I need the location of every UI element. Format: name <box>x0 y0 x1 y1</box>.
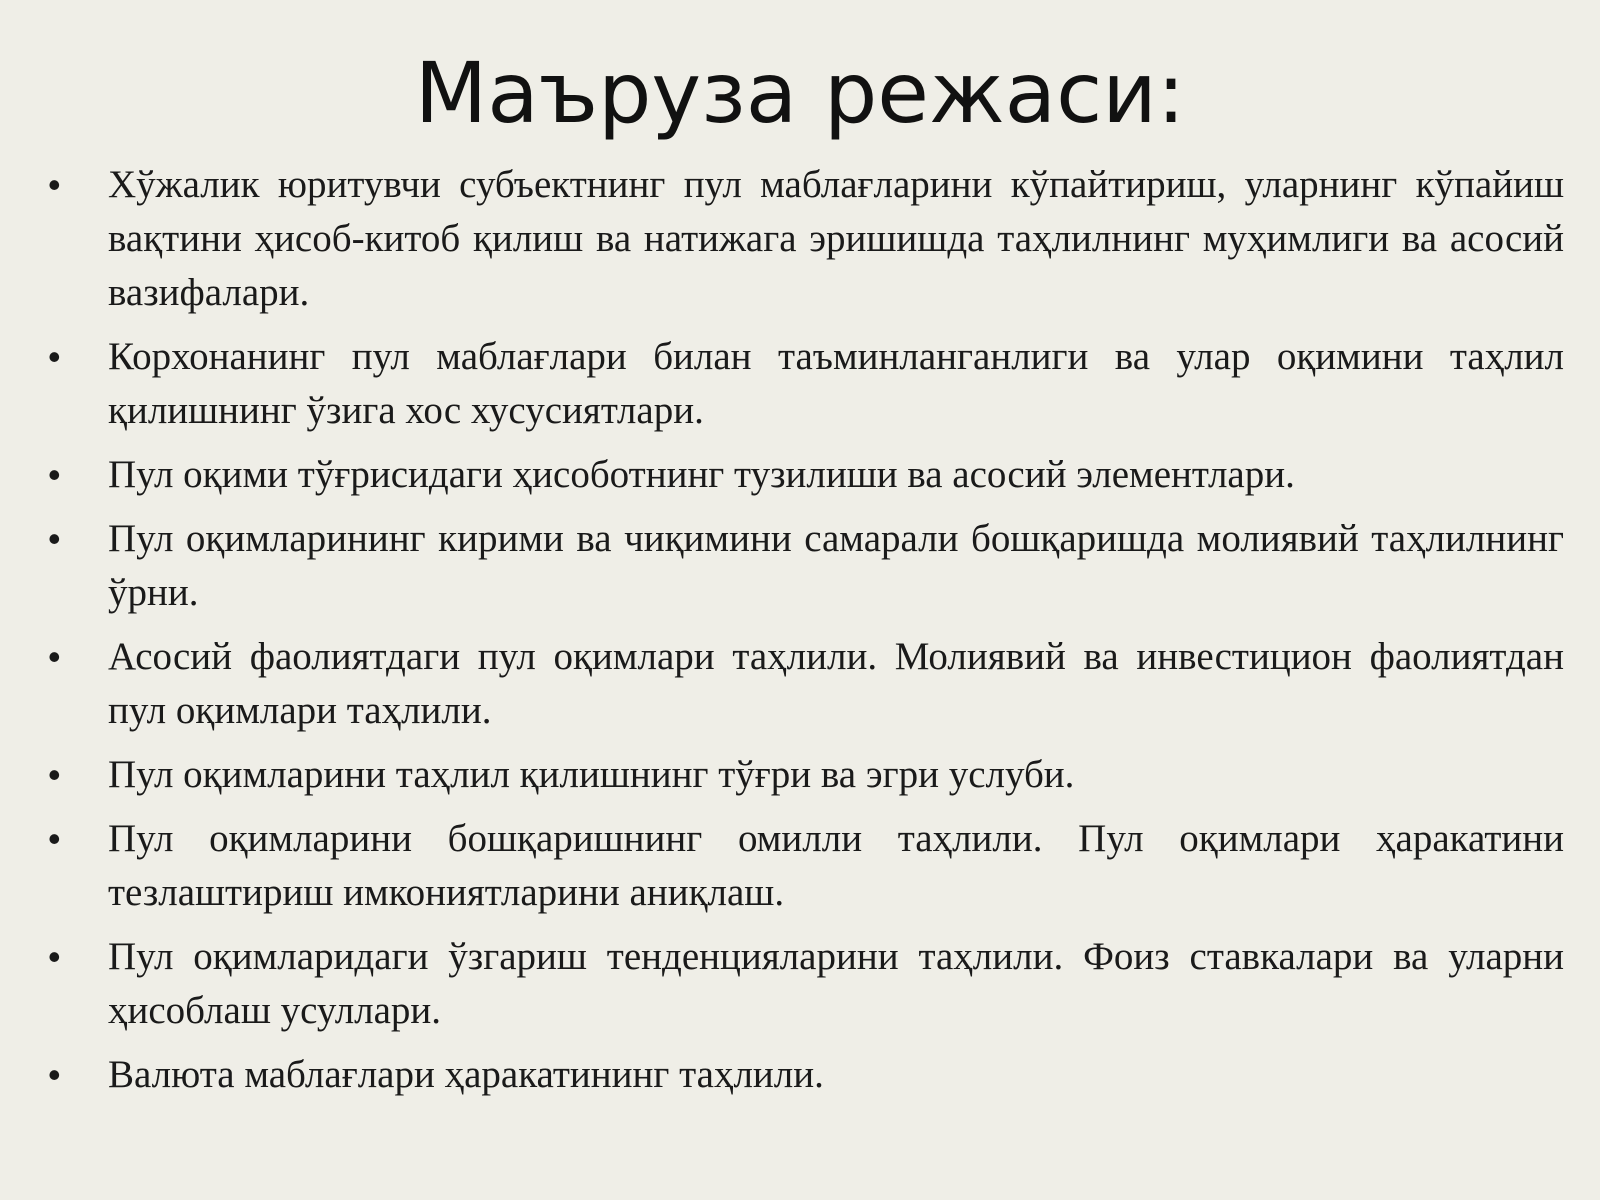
bullet-text: Пул оқимларидаги ўзгариш тенденцияларини таҳлили. Фоиз ставкалари ва уларни ҳисоблаш усуллари. <box>108 935 1564 1032</box>
bullet-list <box>48 158 1564 1112</box>
bullet-text: Корхонанинг пул маблағлари билан таъминланганлиги ва улар оқимини таҳлил қилишнинг ўзига хос хусусиятлари. <box>108 335 1564 432</box>
list-item <box>48 748 1564 802</box>
bullet-icon: • <box>48 164 61 205</box>
bullet-icon: • <box>48 818 61 859</box>
bullet-text: Пул оқими тўғрисидаги ҳисоботнинг тузилиши ва асосий элементлари. <box>108 453 1295 496</box>
bullet-icon: • <box>48 1054 61 1095</box>
bullet-text: Валюта маблағлари ҳаракатининг таҳлили. <box>108 1053 824 1096</box>
bullet-text: Пул оқимларини бошқаришнинг омилли таҳлили. Пул оқимлари ҳаракатини тезлаштириш имкониятларини аниқлаш. <box>108 817 1564 914</box>
list-item <box>48 448 1564 502</box>
list-item <box>48 158 1564 320</box>
slide-title: Маъруза режаси: <box>414 44 1186 142</box>
list-item <box>48 930 1564 1038</box>
bullet-text: Хўжалик юритувчи субъектнинг пул маблағларини кўпайтириш, уларнинг кўпайиш вақтини ҳисоб-китоб қилиш ва натижага эришишда таҳлилнинг муҳимлиги ва асосий вазифалари. <box>108 163 1564 314</box>
list-item <box>48 630 1564 738</box>
bullet-icon: • <box>48 754 61 795</box>
list-item <box>48 512 1564 620</box>
bullet-icon: • <box>48 936 61 977</box>
list-item <box>48 1048 1564 1102</box>
bullet-icon: • <box>48 518 61 559</box>
list-item <box>48 330 1564 438</box>
bullet-text: Асосий фаолиятдаги пул оқимлари таҳлили. Молиявий ва инвестицион фаолиятдан пул оқимлари таҳлили. <box>108 635 1564 732</box>
bullet-icon: • <box>48 454 61 495</box>
bullet-icon: • <box>48 336 61 377</box>
bullet-icon: • <box>48 636 61 677</box>
bullet-text: Пул оқимларини таҳлил қилишнинг тўғри ва эгри услуби. <box>108 753 1075 796</box>
bullet-text: Пул оқимларининг кирими ва чиқимини самарали бошқаришда молиявий таҳлилнинг ўрни. <box>108 517 1564 614</box>
list-item <box>48 812 1564 920</box>
